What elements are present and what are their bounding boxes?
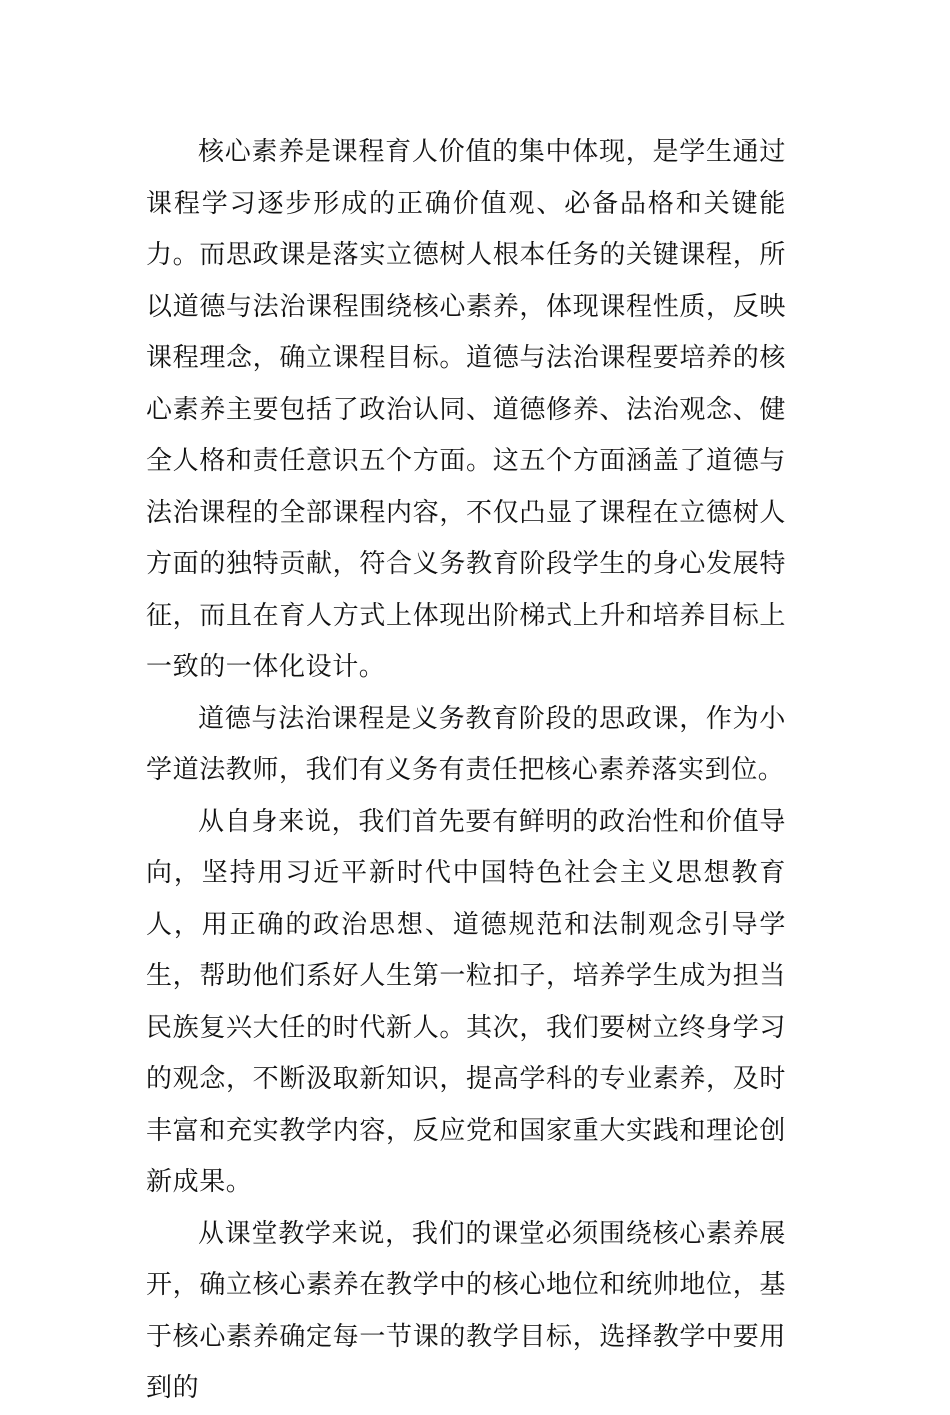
paragraph-classroom-teaching: 从课堂教学来说，我们的课堂必须围绕核心素养展开，确立核心素养在教学中的核心地位和统帅地位，基于核心素养确定每一节课的教学目标，选择教学中要用到的 bbox=[146, 1218, 786, 1403]
paragraph-self-development: 从自身来说，我们首先要有鲜明的政治性和价值导向，坚持用习近平新时代中国特色社会主义思想教育人，用正确的政治思想、道德规范和法制观念引导学生，帮助他们系好人生第一粒扣子，培养学生成为担当民族复兴大任的时代新人。其次，我们要树立终身学习的观念，不断汲取新知识，提高学科的专业素养，及时丰富和充实教学内容，反应党和国家重大实践和理论创新成果。 bbox=[146, 806, 786, 1197]
paragraph-core-literacy: 核心素养是课程育人价值的集中体现，是学生通过课程学习逐步形成的正确价值观、必备品格和关键能力。而思政课是落实立德树人根本任务的关键课程，所以道德与法治课程围绕核心素养，体现课程性质，反映课程理念，确立课程目标。道德与法治课程要培养的核心素养主要包括了政治认同、道德修养、法治观念、健全人格和责任意识五个方面。这五个方面涵盖了道德与法治课程的全部课程内容，不仅凸显了课程在立德树人方面的独特贡献，符合义务教育阶段学生的身心发展特征，而且在育人方式上体现出阶梯式上升和培养目标上一致的一体化设计。 bbox=[146, 137, 786, 682]
document-body bbox=[146, 127, 786, 1415]
paragraph-course-role: 道德与法治课程是义务教育阶段的思政课，作为小学道法教师，我们有义务有责任把核心素养落实到位。 bbox=[146, 703, 786, 785]
